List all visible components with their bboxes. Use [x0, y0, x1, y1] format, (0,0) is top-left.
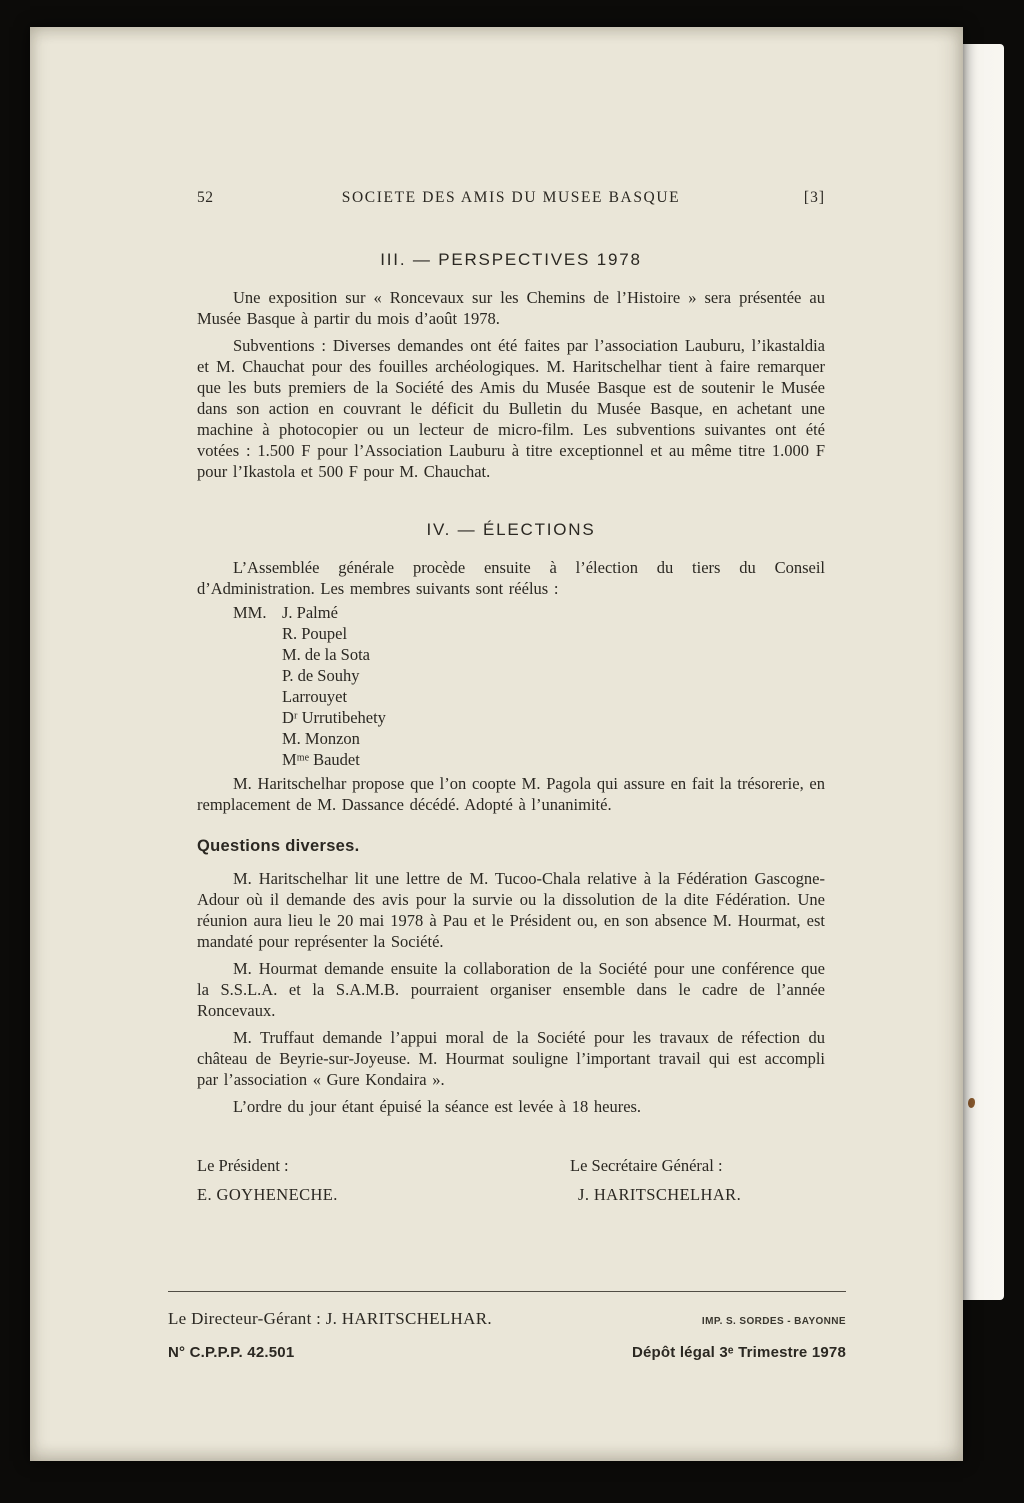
list-item: P. de Souhy: [282, 666, 360, 685]
paragraph: M. Truffaut demande l’appui moral de la Société pour les travaux de réfection du château de Beyrie-sur-Joyeuse. M. Hourmat souligne l’important travail qui est accompli par l’association « Gure Kondaira ».: [197, 1028, 825, 1089]
list-item: J. Palmé: [282, 603, 338, 622]
list-item: Larrouyet: [282, 687, 348, 706]
footer-row-legal: [168, 1344, 846, 1361]
president-title: Le Président :: [197, 1156, 289, 1175]
next-page-edge: [956, 44, 1004, 1300]
subsection-heading-questions: Questions diverses.: [197, 837, 360, 855]
paragraph: M. Hourmat demande ensuite la collaboration de la Société pour une conférence que la S.S.L.A. et la S.A.M.B. pourraient organiser ensemble dans le cadre de l’année Roncevaux.: [197, 959, 825, 1020]
president-name: E. GOYHENECHE.: [197, 1185, 338, 1204]
section-heading-elections: IV. — ÉLECTIONS: [426, 520, 596, 539]
paragraph: M. Haritschelhar lit une lettre de M. Tucoo-Chala relative à la Fédération Gascogne-Adour où il demande des avis pour la survie ou la dissolution de la dite Fédération. Une réunion aura lieu le 20 mai 1978 à Pau et le Président ou, en son absence M. Hourmat, est mandaté pour représenter la Société.: [197, 869, 825, 951]
list-item: M. Monzon: [282, 729, 360, 748]
paragraph: Subventions : Diverses demandes ont été faites par l’association Lauburu, l’ikastaldia et M. Chauchat pour des fouilles archéologiques. M. Haritschelhar tient à faire remarquer que les buts premiers de la Société des Amis du Musée Basque est de soutenir le Musée dans son action en couvrant le déficit du Bulletin du Musée Basque, en achetant une machine à photocopier ou un lecteur de micro-film. Les subventions suivantes ont été votées : 1.500 F pour l’Association Lauburu à titre exceptionnel et au même titre 1.000 F pour l’Ikastola et 500 F pour M. Chauchat.: [197, 336, 825, 481]
page-number: 52: [197, 189, 214, 206]
paragraph: Une exposition sur « Roncevaux sur les Chemins de l’Histoire » sera présentée au Musée Basque à partir du mois d’août 1978.: [197, 288, 825, 328]
list-item: Mᵐᵉ Baudet: [282, 750, 360, 769]
members-prefix: MM.: [233, 603, 267, 622]
section-heading-perspectives: III. — PERSPECTIVES 1978: [380, 250, 642, 269]
printer-line: IMP. S. SORDES - BAYONNE: [701, 1316, 846, 1327]
page-footer: [168, 1291, 846, 1361]
secretary-title: Le Secrétaire Général :: [570, 1156, 723, 1175]
document-page: [30, 27, 963, 1461]
folio-number: [3]: [803, 189, 825, 206]
page-header: [197, 187, 825, 209]
list-item: M. de la Sota: [282, 645, 370, 664]
signature-block: [197, 1155, 825, 1205]
paragraph: L’ordre du jour étant épuisé la séance est levée à 18 heures.: [233, 1097, 642, 1116]
page-content: [197, 187, 825, 1205]
paragraph: L’Assemblée générale procède ensuite à l’élection du tiers du Conseil d’Administration. Les membres suivants sont réélus :: [197, 558, 825, 598]
members-list: [233, 602, 825, 770]
footer-row-imprint: [168, 1309, 846, 1329]
footer-rule: [168, 1291, 846, 1292]
running-title: SOCIETE DES AMIS DU MUSEE BASQUE: [341, 189, 681, 206]
secretary-name: J. HARITSCHELHAR.: [578, 1185, 742, 1204]
legal-deposit: Dépôt légal 3ᵉ Trimestre 1978: [631, 1344, 846, 1361]
list-item: R. Poupel: [282, 624, 348, 643]
list-item: Dʳ Urrutibehety: [282, 708, 386, 727]
paragraph: M. Haritschelhar propose que l’on coopte M. Pagola qui assure en fait la trésorerie, en remplacement de M. Dassance décédé. Adopté à l’unanimité.: [197, 774, 825, 814]
secretary-signature: [570, 1155, 825, 1205]
cppp-number: N° C.P.P.P. 42.501: [168, 1344, 295, 1361]
director-line: Le Directeur-Gérant : J. HARITSCHELHAR.: [168, 1309, 492, 1328]
president-signature: [197, 1155, 570, 1205]
